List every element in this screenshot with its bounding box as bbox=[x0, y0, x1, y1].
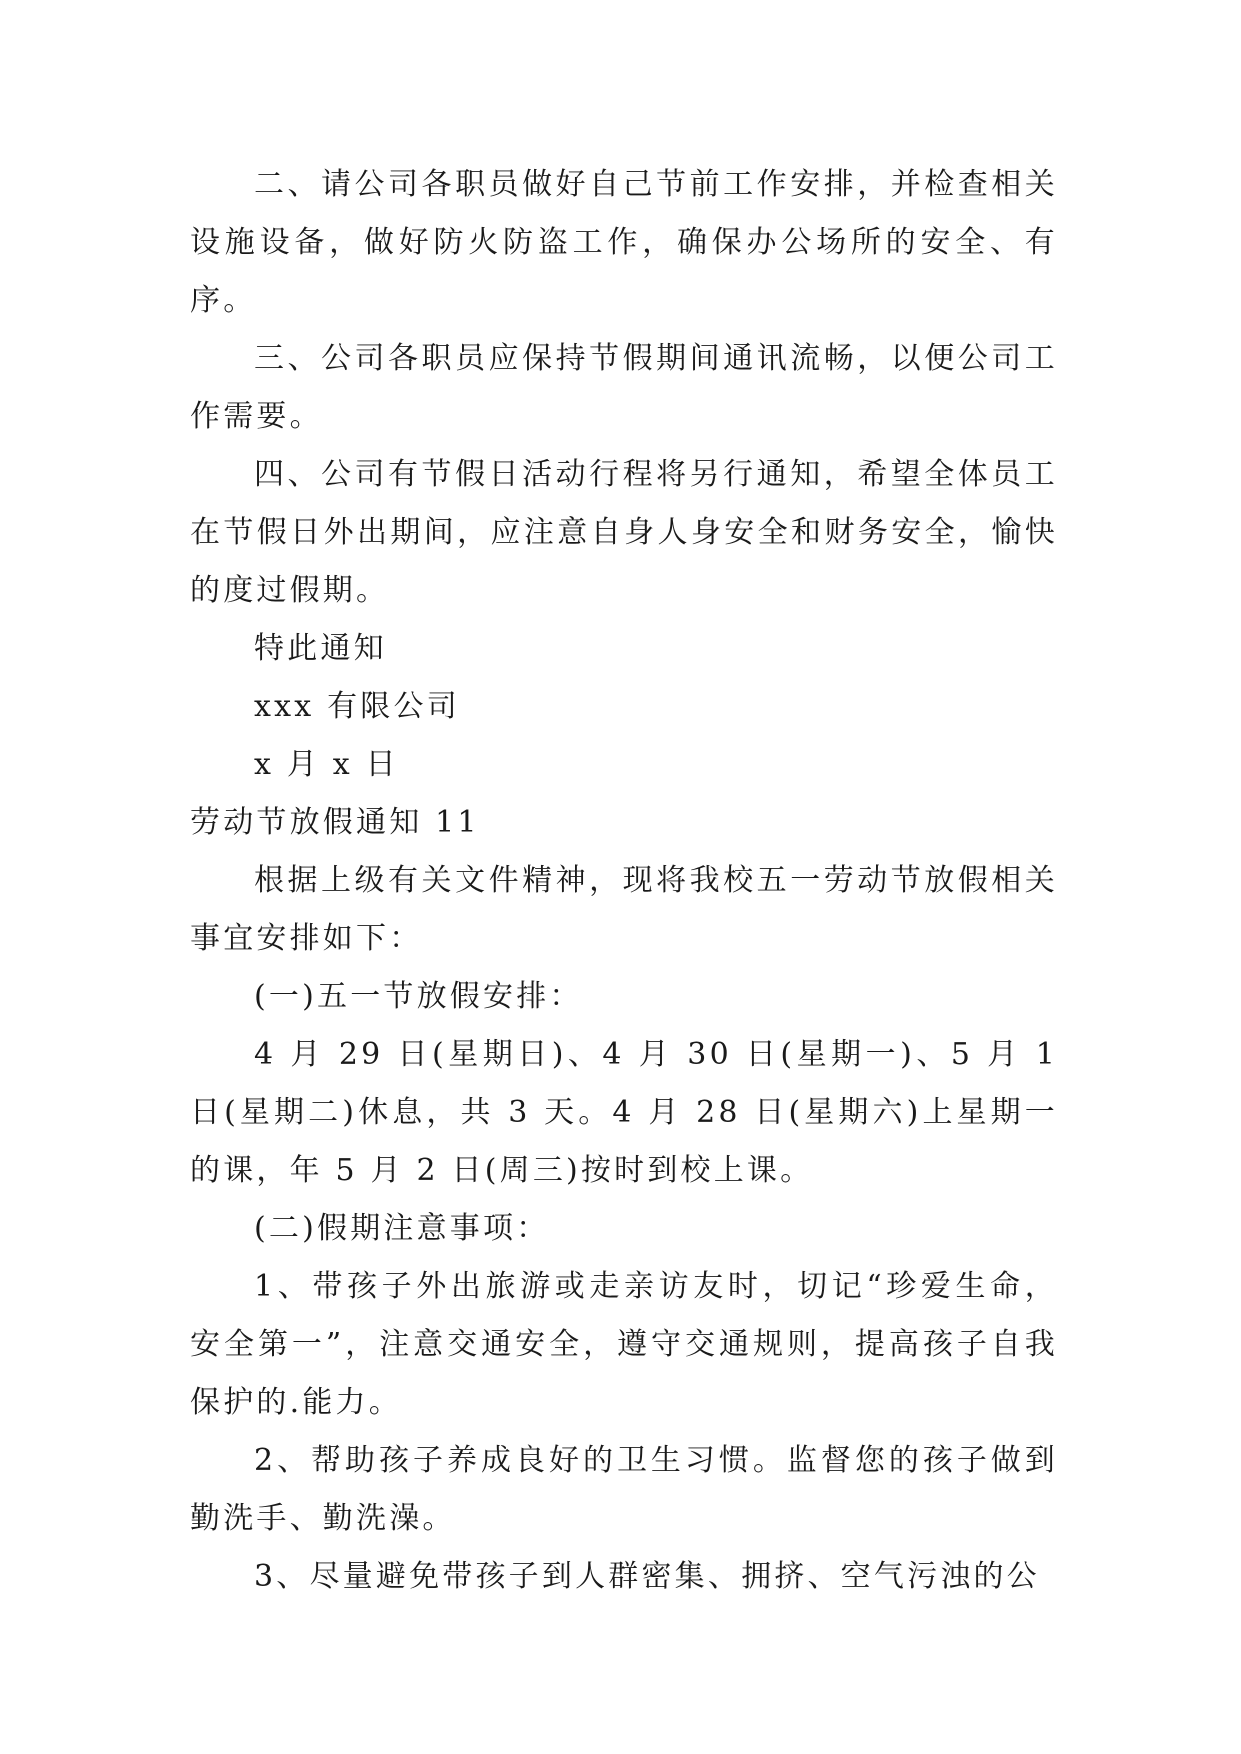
precaution-item-2: 2、帮助孩子养成良好的卫生习惯。监督您的孩子做到勤洗手、勤洗澡。 bbox=[190, 1443, 1058, 1536]
document-body bbox=[190, 156, 1058, 1606]
section-title: 劳动节放假通知 11 bbox=[190, 805, 480, 840]
closing-notice: 特此通知 bbox=[254, 631, 387, 666]
signature-date: x 月 x 日 bbox=[254, 747, 399, 782]
subheading-schedule: (一)五一节放假安排： bbox=[254, 979, 583, 1014]
signature-company: xxx 有限公司 bbox=[254, 689, 460, 724]
paragraph-item-2: 二、请公司各职员做好自己节前工作安排，并检查相关设施设备，做好防火防盗工作，确保办公场所的安全、有序。 bbox=[190, 167, 1058, 318]
paragraph-item-3: 三、公司各职员应保持节假期间通讯流畅，以便公司工作需要。 bbox=[190, 341, 1058, 434]
precaution-item-1: 1、带孩子外出旅游或走亲访友时，切记“珍爱生命，安全第一”，注意交通安全，遵守交通规则，提高孩子自我保护的.能力。 bbox=[190, 1269, 1058, 1420]
paragraph-item-4: 四、公司有节假日活动行程将另行通知，希望全体员工在节假日外出期间，应注意自身人身安全和财务安全，愉快的度过假期。 bbox=[190, 457, 1058, 608]
intro-paragraph: 根据上级有关文件精神，现将我校五一劳动节放假相关事宜安排如下： bbox=[190, 863, 1058, 956]
schedule-paragraph: 4 月 29 日(星期日)、4 月 30 日(星期一)、5 月 1 日(星期二)休息，共 3 天。4 月 28 日(星期六)上星期一的课，年 5 月 2 日(周三)按时到校上课。 bbox=[190, 1037, 1058, 1188]
precaution-item-3: 3、尽量避免带孩子到人群密集、拥挤、空气污浊的公 bbox=[254, 1559, 1040, 1594]
subheading-precautions: (二)假期注意事项： bbox=[254, 1211, 550, 1246]
